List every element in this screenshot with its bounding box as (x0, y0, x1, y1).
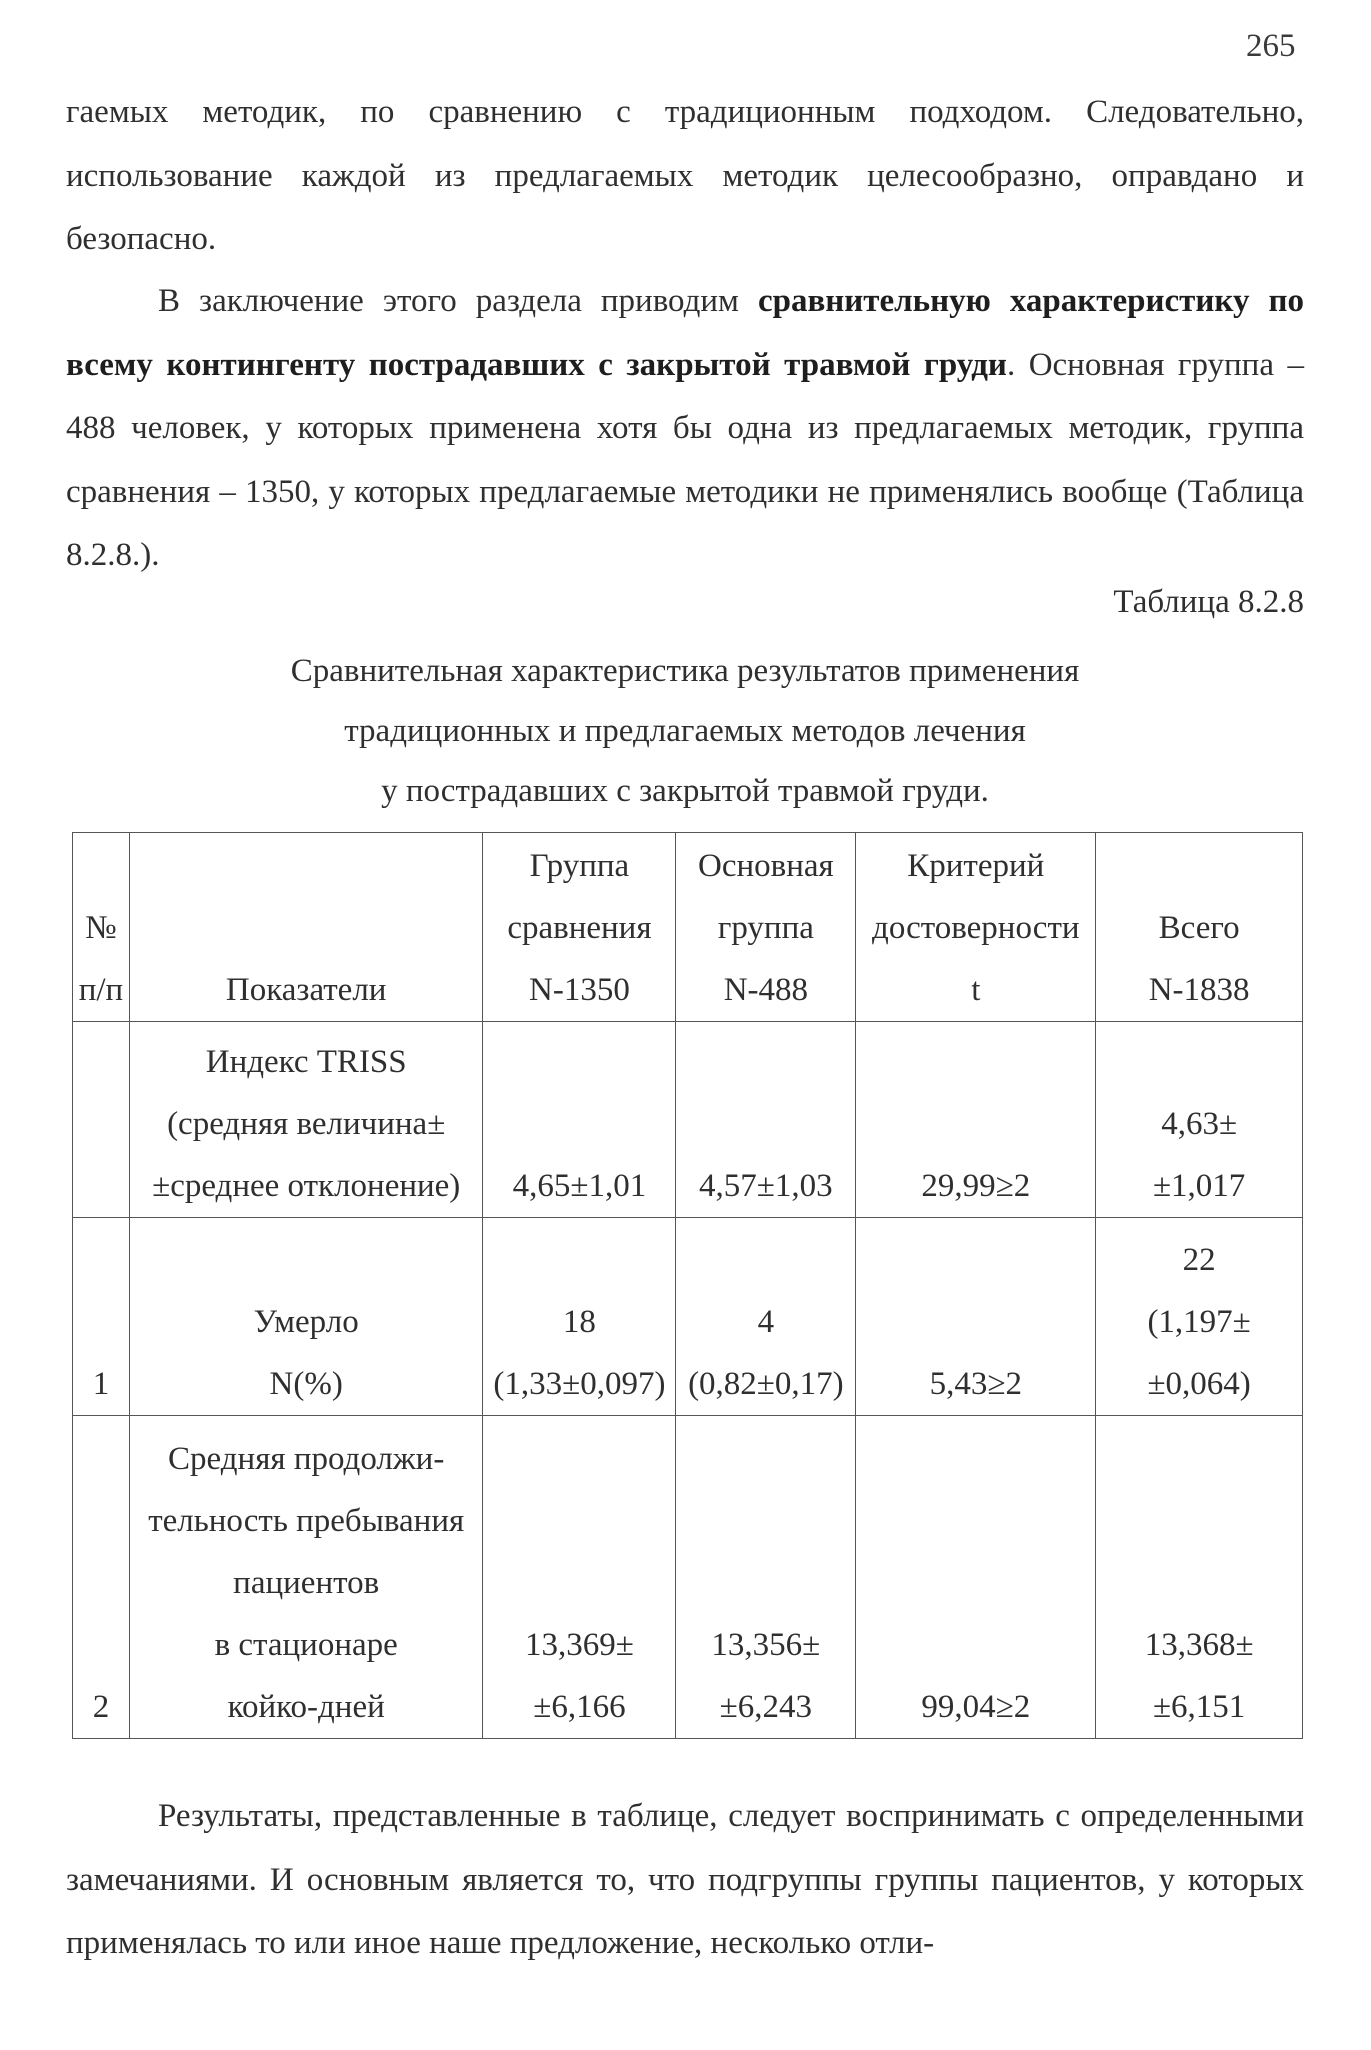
cell-text: ±среднее отклонение) (152, 1168, 461, 1204)
paragraph-bold-phrase: сравнительную характеристику по всему контингенту пострадавших с закрытой травмой груди (66, 283, 1304, 383)
header-text: Группа (529, 848, 630, 884)
cell-text: Индекс TRISS (205, 1044, 407, 1080)
row-indicator (129, 1022, 483, 1218)
header-text: группа (717, 910, 814, 946)
cell-text: 4,63± (1161, 1106, 1238, 1142)
caption-line: традиционных и предлагаемых методов лечения (344, 713, 1026, 749)
row-indicator (129, 1416, 483, 1739)
cell-text: Умерло (253, 1304, 359, 1340)
cell-text: в стационаре (214, 1627, 398, 1663)
header-text: Всего (1158, 910, 1240, 946)
cell-text: 13,369± (524, 1627, 634, 1663)
row-comparison: 4,65±1,01 (483, 1022, 676, 1218)
caption-line: у пострадавших с закрытой травмой груди. (381, 773, 989, 809)
row-main (676, 1416, 856, 1739)
cell-text: 22 (1182, 1242, 1216, 1278)
cell-text: Средняя продолжи- (168, 1441, 445, 1477)
cell-text: тельность пребывания (148, 1503, 465, 1539)
row-total (1096, 1218, 1303, 1416)
row-criterion: 29,99≥2 (856, 1022, 1096, 1218)
header-indicator: Показатели (129, 833, 483, 1022)
row-main (676, 1218, 856, 1416)
caption-line: Сравнительная характеристика результатов применения (290, 653, 1080, 689)
cell-text: (средняя величина± (167, 1106, 446, 1142)
header-text: t (971, 972, 981, 1008)
header-text: N-1838 (1148, 972, 1250, 1008)
cell-text: N(%) (269, 1366, 343, 1402)
cell-text: ±6,166 (533, 1689, 626, 1725)
cell-text: ±1,017 (1152, 1168, 1246, 1204)
row-total (1096, 1416, 1303, 1739)
cell-text: пациентов (233, 1565, 380, 1601)
row-comparison (483, 1218, 676, 1416)
paragraph-results: Результаты, представленные в таблице, следует воспринимать с определенными замечаниями. И основным является то, что подгруппы группы пациентов, у которых применялась то или иное наше предложение, несколько отли- (66, 1798, 1304, 1961)
header-main-group (676, 833, 856, 1022)
header-text: сравнения (507, 910, 652, 946)
table-row (73, 1218, 1303, 1416)
row-main: 4,57±1,03 (676, 1022, 856, 1218)
paragraph-continuation: гаемых методик, по сравнению с традиционным подходом. Следовательно, использование каждой из предлагаемых методик целесообразно, оправдано и безопасно. (66, 94, 1304, 257)
header-text: п/п (78, 972, 124, 1008)
cell-text: 4 (757, 1304, 775, 1340)
cell-text: 13,356± (711, 1627, 821, 1663)
comparison-table (72, 832, 1303, 1739)
cell-text: (0,82±0,17) (688, 1366, 844, 1402)
table-row (73, 1416, 1303, 1739)
row-num (73, 1022, 130, 1218)
cell-text: ±0,064) (1147, 1366, 1251, 1402)
row-comparison (483, 1416, 676, 1739)
header-total (1096, 833, 1303, 1022)
cell-text: 13,368± (1144, 1627, 1254, 1663)
table-caption (66, 641, 1304, 821)
paragraph-intro-table (66, 270, 1304, 588)
header-num (73, 833, 130, 1022)
header-text: № (85, 910, 117, 946)
cell-text: ±6,151 (1152, 1689, 1246, 1725)
table-row (73, 1022, 1303, 1218)
row-criterion: 99,04≥2 (856, 1416, 1096, 1739)
paragraph-intro-text: В заключение этого раздела приводим (158, 283, 758, 319)
cell-text: 18 (562, 1304, 596, 1340)
row-criterion: 5,43≥2 (856, 1218, 1096, 1416)
header-text: Критерий (907, 848, 1045, 884)
table-label: Таблица 8.2.8 (1113, 584, 1304, 620)
cell-text: койко-дней (227, 1689, 385, 1725)
cell-text: (1,33±0,097) (493, 1366, 666, 1402)
header-comparison-group (483, 833, 676, 1022)
row-total (1096, 1022, 1303, 1218)
header-criterion (856, 833, 1096, 1022)
header-text: Основная (698, 848, 834, 884)
row-num: 2 (73, 1416, 130, 1739)
page-number: 265 (1246, 28, 1296, 64)
header-text: достоверности (872, 910, 1080, 946)
row-num: 1 (73, 1218, 130, 1416)
cell-text: ±6,243 (719, 1689, 813, 1725)
cell-text: (1,197± (1147, 1304, 1251, 1340)
paragraph-rest-text: . Основная группа – 488 человек, у которых применена хотя бы одна из предлагаемых методик, группа сравнения – 1350, у которых предлагаемые методики не применялись вообще (Таблица 8.2.8.). (66, 346, 1304, 573)
row-indicator (129, 1218, 483, 1416)
table-header-row (73, 833, 1303, 1022)
header-text: N-488 (723, 972, 809, 1008)
header-text: N-1350 (529, 972, 630, 1008)
